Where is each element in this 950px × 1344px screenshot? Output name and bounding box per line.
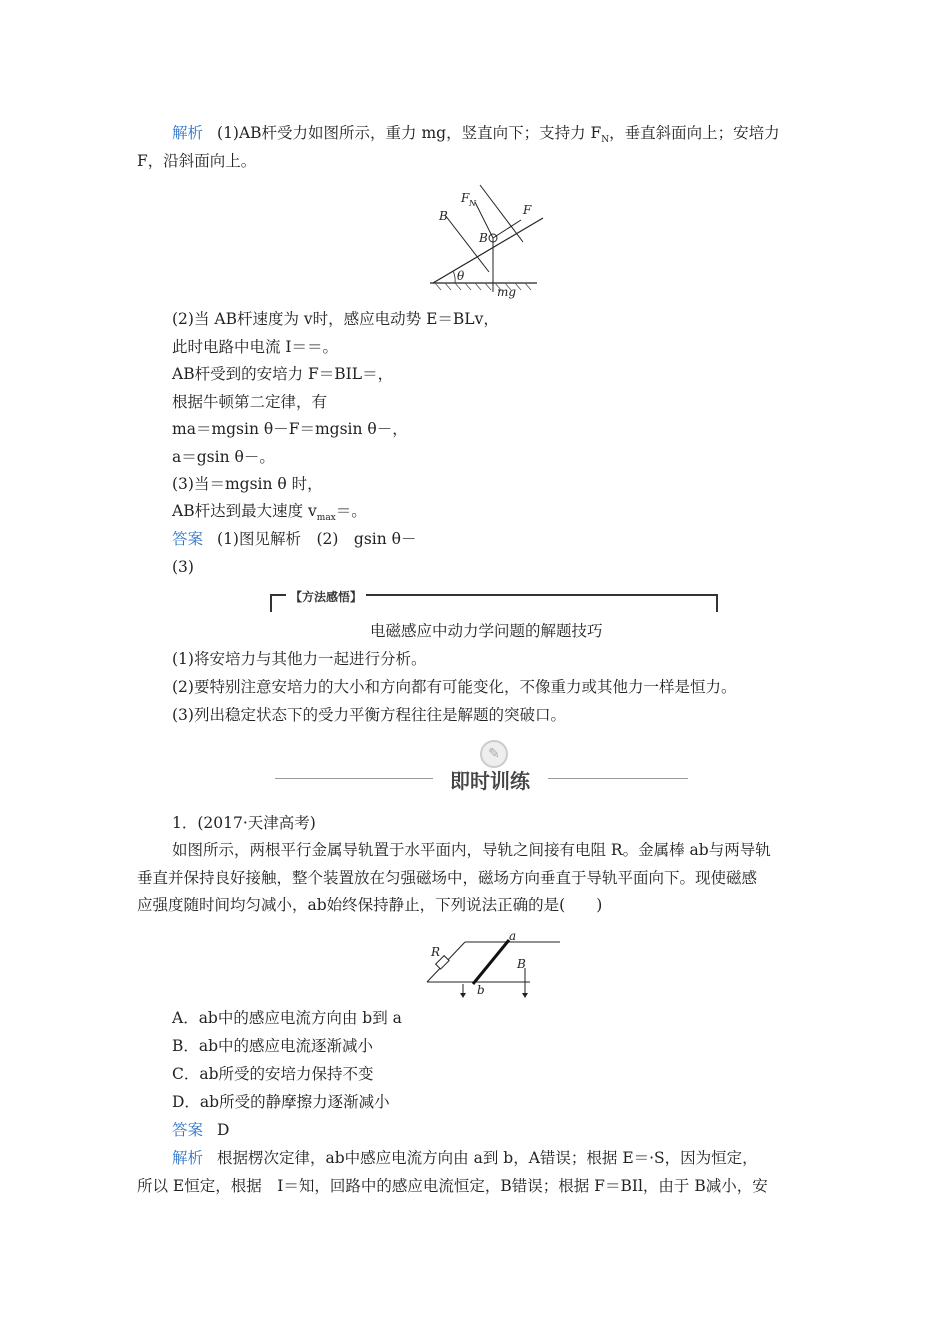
answer-line-1: 答案 (1)图见解析 (2) gsin θ－ [172,530,417,548]
solution-step: (2)当 AB杆速度为 v时，感应电动势 E＝BLv， [172,310,499,328]
option-c: C．ab所受的安培力保持不变 [172,1065,374,1083]
section-divider-left [275,778,433,779]
method-point: (2)要特别注意安培力的大小和方向都有可能变化，不像重力或其他力一样是恒力。 [172,678,737,696]
fig1-label-f: F [523,203,532,217]
analysis2-line-1: 解析 根据楞次定律，ab中感应电流方向由 a到 b，A错误；根据 E＝·S，因为恒定， [172,1149,758,1167]
fig1-label-fn: F [461,191,470,205]
method-box-tag: 【方法感悟】 [286,588,366,605]
solution-step: ma＝mgsin θ－F＝mgsin θ－， [172,420,408,438]
rail-diagram [425,928,565,998]
option-a: A．ab中的感应电流方向由 b到 a [172,1009,402,1027]
answer2-line: 答案 D [172,1121,230,1139]
question-text: 应强度随时间均匀减小，ab始终保持静止，下列说法正确的是( ) [137,896,603,914]
solution-vmax: AB杆达到最大速度 $v_{max}=$。 [172,502,367,524]
solution-line-2: F，沿斜面向上。 [137,152,257,170]
option-d: D．ab所受的静摩擦力逐渐减小 [172,1093,390,1111]
answer-line-2: (3) [172,558,194,576]
solution-step: (3)当＝mgsin θ 时， [172,475,323,493]
solution-step: 根据牛顿第二定律，有 [172,393,328,411]
svg-text:N: N [469,199,476,208]
fig1-label-b-rod: B [479,231,488,245]
question-text: 垂直并保持良好接触，整个装置放在匀强磁场中，磁场方向垂直于导轨平面向下。现使磁感 [137,869,758,887]
solution-step: AB杆受到的安培力 F＝BIL＝， [172,365,394,383]
answer-label: 答案 [172,530,204,548]
solution-label: 解析 [172,124,204,142]
fig1-label-mg: mg [497,285,517,299]
method-box-title: 电磁感应中动力学问题的解题技巧 [370,622,603,640]
training-icon: ✎ [480,740,508,768]
fig2-label-b: b [477,983,485,997]
option-b: B．ab中的感应电流逐渐减小 [172,1037,374,1055]
method-point: (3)列出稳定状态下的受力平衡方程往往是解题的突破口。 [172,706,566,724]
solution-line-1: 解析 (1)AB杆受力如图所示，重力 mg，竖直向下；支持力 $F_N$，垂直斜面向上；安培力 [172,124,780,146]
question-text: 如图所示，两根平行金属导轨置于水平面内，导轨之间接有电阻 R。金属棒 ab与两导轨 [172,841,771,859]
method-point: (1)将安培力与其他力一起进行分析。 [172,650,427,668]
fig1-label-theta: θ [457,269,465,283]
solution-step: 此时电路中电流 I＝＝。 [172,338,339,356]
solution-step: a＝gsin θ－。 [172,448,275,466]
force-diagram [425,180,545,300]
section-title: 即时训练 [450,769,530,793]
fig2-label-a: a [509,929,517,943]
fig1-label-b-field: B [439,209,448,223]
question-number: 1．(2017·天津高考) [172,814,316,832]
fig2-label-b-field: B [517,957,526,971]
fig2-label-r: R [431,945,441,959]
section-divider-right [548,778,688,779]
analysis2-label: 解析 [172,1149,204,1167]
answer2-label: 答案 [172,1121,204,1139]
analysis2-line-2: 所以 E恒定，根据 I＝知，回路中的感应电流恒定，B错误；根据 F＝BIl，由于 B减小，安 [137,1177,768,1195]
